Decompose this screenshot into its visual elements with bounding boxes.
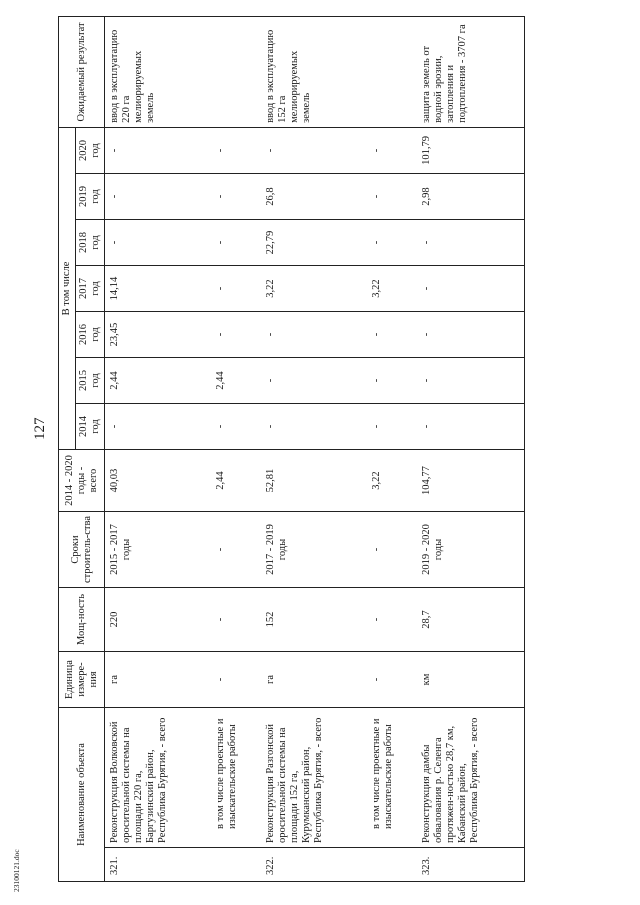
object-name: в том числе проектные и изыскательские работы bbox=[201, 708, 261, 848]
year-cell: - bbox=[201, 174, 261, 220]
row-number: 321. bbox=[105, 848, 201, 882]
header-year: 2019 год bbox=[76, 174, 105, 220]
year-cell: - bbox=[201, 404, 261, 450]
year-cell: - bbox=[417, 312, 525, 358]
year-cell: - bbox=[357, 312, 417, 358]
table-row bbox=[201, 16, 261, 881]
year-cell: - bbox=[105, 174, 201, 220]
year-cell: - bbox=[105, 220, 201, 266]
year-cell: - bbox=[357, 358, 417, 404]
year-cell: - bbox=[201, 127, 261, 173]
header-year: 2020 год bbox=[76, 127, 105, 173]
header-name: Наименование объекта bbox=[59, 708, 105, 882]
year-cell: 26,8 bbox=[261, 174, 357, 220]
year-cell: 2,44 bbox=[105, 358, 201, 404]
header-total: 2014 - 2020 годы - всего bbox=[59, 450, 105, 512]
result-cell: защита земель от водной эрозии, затопления и подтопления - 3707 га bbox=[417, 16, 525, 127]
capacity-cell: - bbox=[201, 588, 261, 652]
table-row bbox=[105, 16, 201, 881]
result-cell bbox=[357, 16, 417, 127]
year-cell: - bbox=[417, 266, 525, 312]
period-cell: - bbox=[201, 512, 261, 588]
year-cell: - bbox=[417, 358, 525, 404]
year-cell: 2,98 bbox=[417, 174, 525, 220]
unit-cell: га bbox=[261, 652, 357, 708]
year-cell: - bbox=[357, 127, 417, 173]
unit-cell: - bbox=[357, 652, 417, 708]
year-cell: 22,79 bbox=[261, 220, 357, 266]
year-cell: 23,45 bbox=[105, 312, 201, 358]
year-cell: - bbox=[201, 220, 261, 266]
header-capacity: Мощ-ность bbox=[59, 588, 105, 652]
header-result: Ожидаемый результат bbox=[59, 16, 105, 127]
rotated-table-container bbox=[58, 17, 558, 882]
year-cell: 3,22 bbox=[357, 266, 417, 312]
header-row-top bbox=[59, 16, 76, 881]
period-cell: 2019 - 2020 годы bbox=[417, 512, 525, 588]
year-cell: - bbox=[201, 266, 261, 312]
object-name: Реконструкция Волковской оросительной системы на площади 220 га, Баргузинский район, Республика Бурятия, - всего bbox=[105, 708, 201, 848]
total-cell: 3,22 bbox=[357, 450, 417, 512]
unit-cell: - bbox=[201, 652, 261, 708]
capacity-cell: 220 bbox=[105, 588, 201, 652]
header-year: 2018 год bbox=[76, 220, 105, 266]
header-year: 2017 год bbox=[76, 266, 105, 312]
year-cell: 101,79 bbox=[417, 127, 525, 173]
table-row bbox=[261, 16, 357, 881]
object-name: в том числе проектные и изыскательские работы bbox=[357, 708, 417, 848]
row-number: 323. bbox=[417, 848, 525, 882]
total-cell: 104,77 bbox=[417, 450, 525, 512]
year-cell: - bbox=[105, 127, 201, 173]
capacity-cell: 28,7 bbox=[417, 588, 525, 652]
document-code: 23100121.doc bbox=[12, 849, 21, 892]
table-row bbox=[357, 16, 417, 881]
year-cell: - bbox=[105, 404, 201, 450]
result-cell bbox=[201, 16, 261, 127]
table-row bbox=[417, 16, 525, 881]
year-cell: - bbox=[357, 404, 417, 450]
result-cell: ввод в эксплуатацию 152 га мелиорируемых земель bbox=[261, 16, 357, 127]
result-cell: ввод в эксплуатацию 220 га мелиорируемых земель bbox=[105, 16, 201, 127]
year-cell: - bbox=[201, 312, 261, 358]
header-year: 2014 год bbox=[76, 404, 105, 450]
year-cell: - bbox=[261, 127, 357, 173]
row-number bbox=[357, 848, 417, 882]
year-cell: - bbox=[261, 404, 357, 450]
year-cell: - bbox=[417, 220, 525, 266]
capacity-cell: - bbox=[357, 588, 417, 652]
capacity-cell: 152 bbox=[261, 588, 357, 652]
object-name: Реконструкция дамбы обвалования р. Селенга протяжен-ностью 28,7 км, Кабанский район, Республика Бурятия, - всего bbox=[417, 708, 525, 848]
total-cell: 52,81 bbox=[261, 450, 357, 512]
total-cell: 2,44 bbox=[201, 450, 261, 512]
year-cell: 14,14 bbox=[105, 266, 201, 312]
year-cell: 3,22 bbox=[261, 266, 357, 312]
total-cell: 40,03 bbox=[105, 450, 201, 512]
unit-cell: км bbox=[417, 652, 525, 708]
header-unit: Единица измере-ния bbox=[59, 652, 105, 708]
row-number bbox=[201, 848, 261, 882]
header-period: Сроки строитель-ства bbox=[59, 512, 105, 588]
construction-table bbox=[58, 16, 525, 882]
year-cell: - bbox=[261, 312, 357, 358]
year-cell: - bbox=[357, 220, 417, 266]
year-cell: - bbox=[417, 404, 525, 450]
period-cell: 2017 - 2019 годы bbox=[261, 512, 357, 588]
period-cell: 2015 - 2017 годы bbox=[105, 512, 201, 588]
year-cell: - bbox=[261, 358, 357, 404]
header-including: В том числе bbox=[59, 127, 76, 449]
page-number: 127 bbox=[32, 417, 48, 440]
object-name: Реконструкция Разгонской оросительной системы на площади 152 га, Курумканский район, Республика Бурятия, - всего bbox=[261, 708, 357, 848]
year-cell: 2,44 bbox=[201, 358, 261, 404]
header-year: 2016 год bbox=[76, 312, 105, 358]
unit-cell: га bbox=[105, 652, 201, 708]
row-number: 322. bbox=[261, 848, 357, 882]
header-year: 2015 год bbox=[76, 358, 105, 404]
year-cell: - bbox=[357, 174, 417, 220]
period-cell: - bbox=[357, 512, 417, 588]
